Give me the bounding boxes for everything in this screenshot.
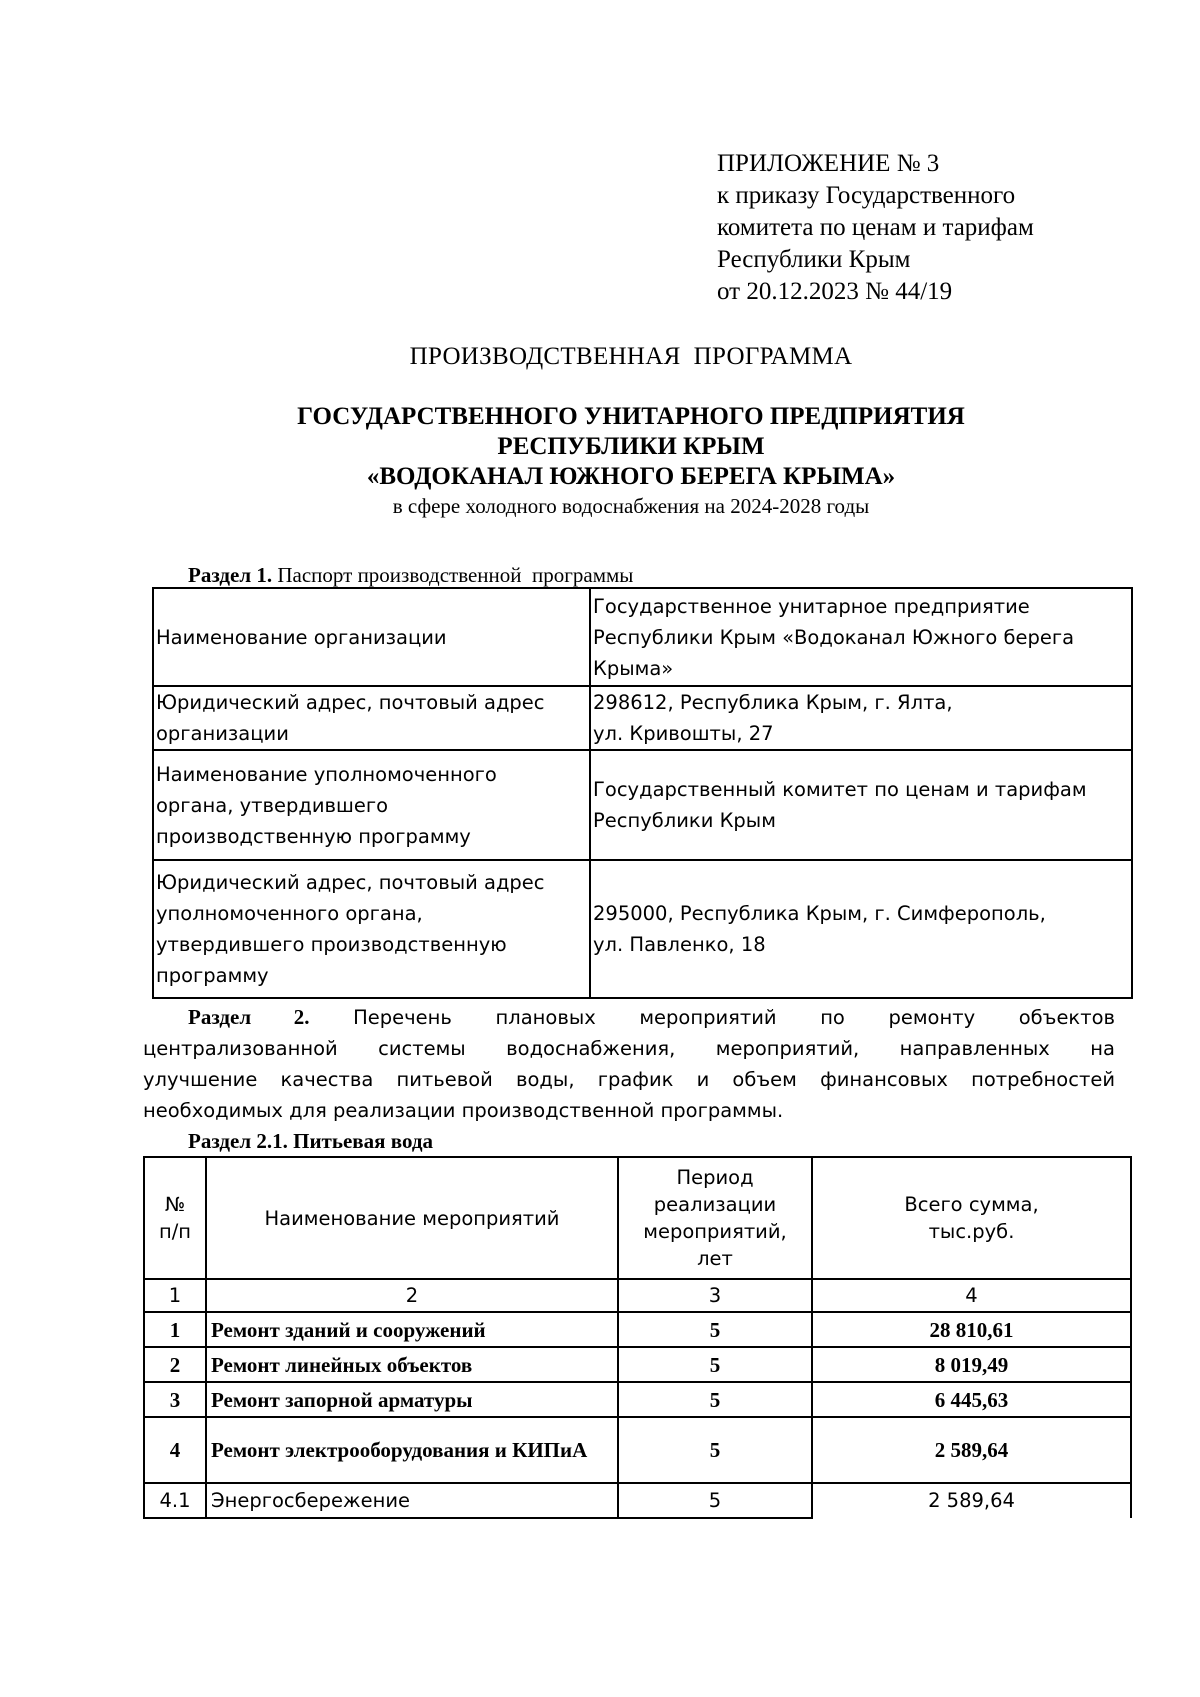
passport-value-line: Государственный комитет по ценам и тарифам — [593, 778, 1087, 801]
events-header-row — [144, 1157, 1131, 1279]
passport-row — [153, 588, 1132, 686]
passport-value-line: Государственное унитарное предприятие — [593, 594, 1030, 618]
row-sum: 8 019,49 — [812, 1347, 1131, 1382]
passport-value-line: Республики Крым «Водоканал Южного берега — [593, 625, 1075, 649]
header-period — [618, 1157, 812, 1279]
passport-key-line: уполномоченного органа, — [156, 902, 423, 925]
passport-key — [153, 588, 590, 686]
passport-value — [590, 860, 1132, 998]
passport-value-line: 298612, Республика Крым, г. Ялта, — [593, 691, 953, 714]
events-table — [143, 1156, 1132, 1519]
header-period-line: реализации — [653, 1193, 777, 1216]
section2-line: улучшение качества питьевой воды, график и объем финансовых потребностей — [143, 1068, 1115, 1091]
passport-key-line: утвердившего производственную — [156, 933, 507, 956]
passport-value — [590, 750, 1132, 860]
column-number-row — [144, 1279, 1131, 1312]
passport-key-line: программу — [156, 964, 269, 987]
row-name: Ремонт электрооборудования и КИПиА — [206, 1417, 618, 1483]
row-sum: 2 589,64 — [812, 1417, 1131, 1483]
passport-value-line: 295000, Республика Крым, г. Симферополь, — [593, 902, 1046, 925]
passport-key — [153, 860, 590, 998]
table-row — [144, 1347, 1131, 1382]
passport-value-line: Крыма» — [593, 656, 674, 680]
row-no: 2 — [144, 1347, 206, 1382]
section2-line: необходимых для реализации производственной программы. — [143, 1099, 784, 1122]
table-row — [144, 1417, 1131, 1483]
section1-label-text: Паспорт производственной программы — [272, 563, 634, 587]
row-sum: 28 810,61 — [812, 1312, 1131, 1347]
row-name: Ремонт запорной арматуры — [206, 1382, 618, 1417]
header-sum-line: тыс.руб. — [928, 1220, 1015, 1243]
column-number: 1 — [144, 1279, 206, 1312]
passport-row — [153, 750, 1132, 860]
passport-value-line: ул. Павленко, 18 — [593, 933, 766, 956]
column-number: 2 — [206, 1279, 618, 1312]
row-no: 3 — [144, 1382, 206, 1417]
table-row — [144, 1382, 1131, 1417]
organization-line: ГОСУДАРСТВЕННОГО УНИТАРНОГО ПРЕДПРИЯТИЯ — [297, 403, 965, 430]
section2-paragraph — [143, 1002, 1115, 1126]
header-no-line: № — [164, 1193, 186, 1216]
row-period: 5 — [618, 1382, 812, 1417]
organization-line: РЕСПУБЛИКИ КРЫМ — [497, 433, 765, 460]
section1-label-bold: Раздел 1. — [188, 563, 273, 587]
passport-row — [153, 860, 1132, 998]
passport-row — [153, 686, 1132, 750]
organization-block — [0, 402, 1200, 521]
passport-key-line: организации — [156, 722, 289, 745]
section2-line: централизованной системы водоснабжения, мероприятий, направленных на — [143, 1037, 1115, 1060]
passport-value-line: ул. Кривошты, 27 — [593, 722, 774, 745]
column-number: 4 — [812, 1279, 1131, 1312]
passport-key-line: органа, утвердившего — [156, 793, 389, 817]
passport-key-line: Наименование организации — [156, 625, 447, 649]
section2-label-bold: Раздел 2. — [188, 1005, 310, 1029]
section1-heading — [188, 562, 633, 588]
row-name: Энергосбережение — [206, 1483, 618, 1518]
appendix-block — [717, 148, 1034, 308]
passport-key — [153, 686, 590, 750]
organization-line: «ВОДОКАНАЛ ЮЖНОГО БЕРЕГА КРЫМА» — [366, 463, 896, 490]
program-title: ПРОИЗВОДСТВЕННАЯ ПРОГРАММА — [409, 343, 853, 370]
appendix-line: комитета по ценам и тарифам — [717, 214, 1034, 241]
row-name: Ремонт зданий и сооружений — [206, 1312, 618, 1347]
appendix-line: от 20.12.2023 № 44/19 — [717, 278, 953, 305]
row-sum: 6 445,63 — [812, 1382, 1131, 1417]
row-period: 5 — [618, 1417, 812, 1483]
appendix-line: к приказу Государственного — [717, 182, 1016, 209]
header-sum — [812, 1157, 1131, 1279]
passport-value — [590, 686, 1132, 750]
passport-key — [153, 750, 590, 860]
passport-key-line: Юридический адрес, почтовый адрес — [156, 691, 545, 714]
section2-line-text: Перечень плановых мероприятий по ремонту объектов — [353, 1006, 1115, 1029]
appendix-line: ПРИЛОЖЕНИЕ № 3 — [717, 150, 940, 177]
row-name: Ремонт линейных объектов — [206, 1347, 618, 1382]
row-sum: 2 589,64 — [812, 1483, 1131, 1518]
row-period: 5 — [618, 1347, 812, 1382]
row-no: 4 — [144, 1417, 206, 1483]
header-period-line: лет — [697, 1247, 733, 1270]
organization-subtitle: в сфере холодного водоснабжения на 2024-2028 годы — [392, 494, 870, 518]
row-period: 5 — [618, 1483, 812, 1518]
table-row — [144, 1483, 1131, 1518]
header-sum-line: Всего сумма, — [904, 1193, 1039, 1216]
passport-key-line: Юридический адрес, почтовый адрес — [156, 871, 545, 894]
passport-value-line: Республики Крым — [593, 809, 776, 832]
header-name: Наименование мероприятий — [206, 1157, 618, 1279]
column-number: 3 — [618, 1279, 812, 1312]
row-no: 4.1 — [144, 1483, 206, 1518]
header-no — [144, 1157, 206, 1279]
header-period-line: Период — [676, 1166, 754, 1189]
appendix-line: Республики Крым — [717, 246, 911, 273]
section2-line — [143, 1002, 1115, 1033]
table-row — [144, 1312, 1131, 1347]
row-period: 5 — [618, 1312, 812, 1347]
header-no-line: п/п — [158, 1220, 192, 1243]
passport-value — [590, 588, 1132, 686]
row-no: 1 — [144, 1312, 206, 1347]
section21-heading: Раздел 2.1. Питьевая вода — [188, 1129, 433, 1153]
passport-key-line: производственную программу — [156, 824, 471, 848]
passport-key-line: Наименование уполномоченного — [156, 762, 497, 786]
header-period-line: мероприятий, — [643, 1220, 787, 1243]
passport-table — [152, 587, 1133, 999]
